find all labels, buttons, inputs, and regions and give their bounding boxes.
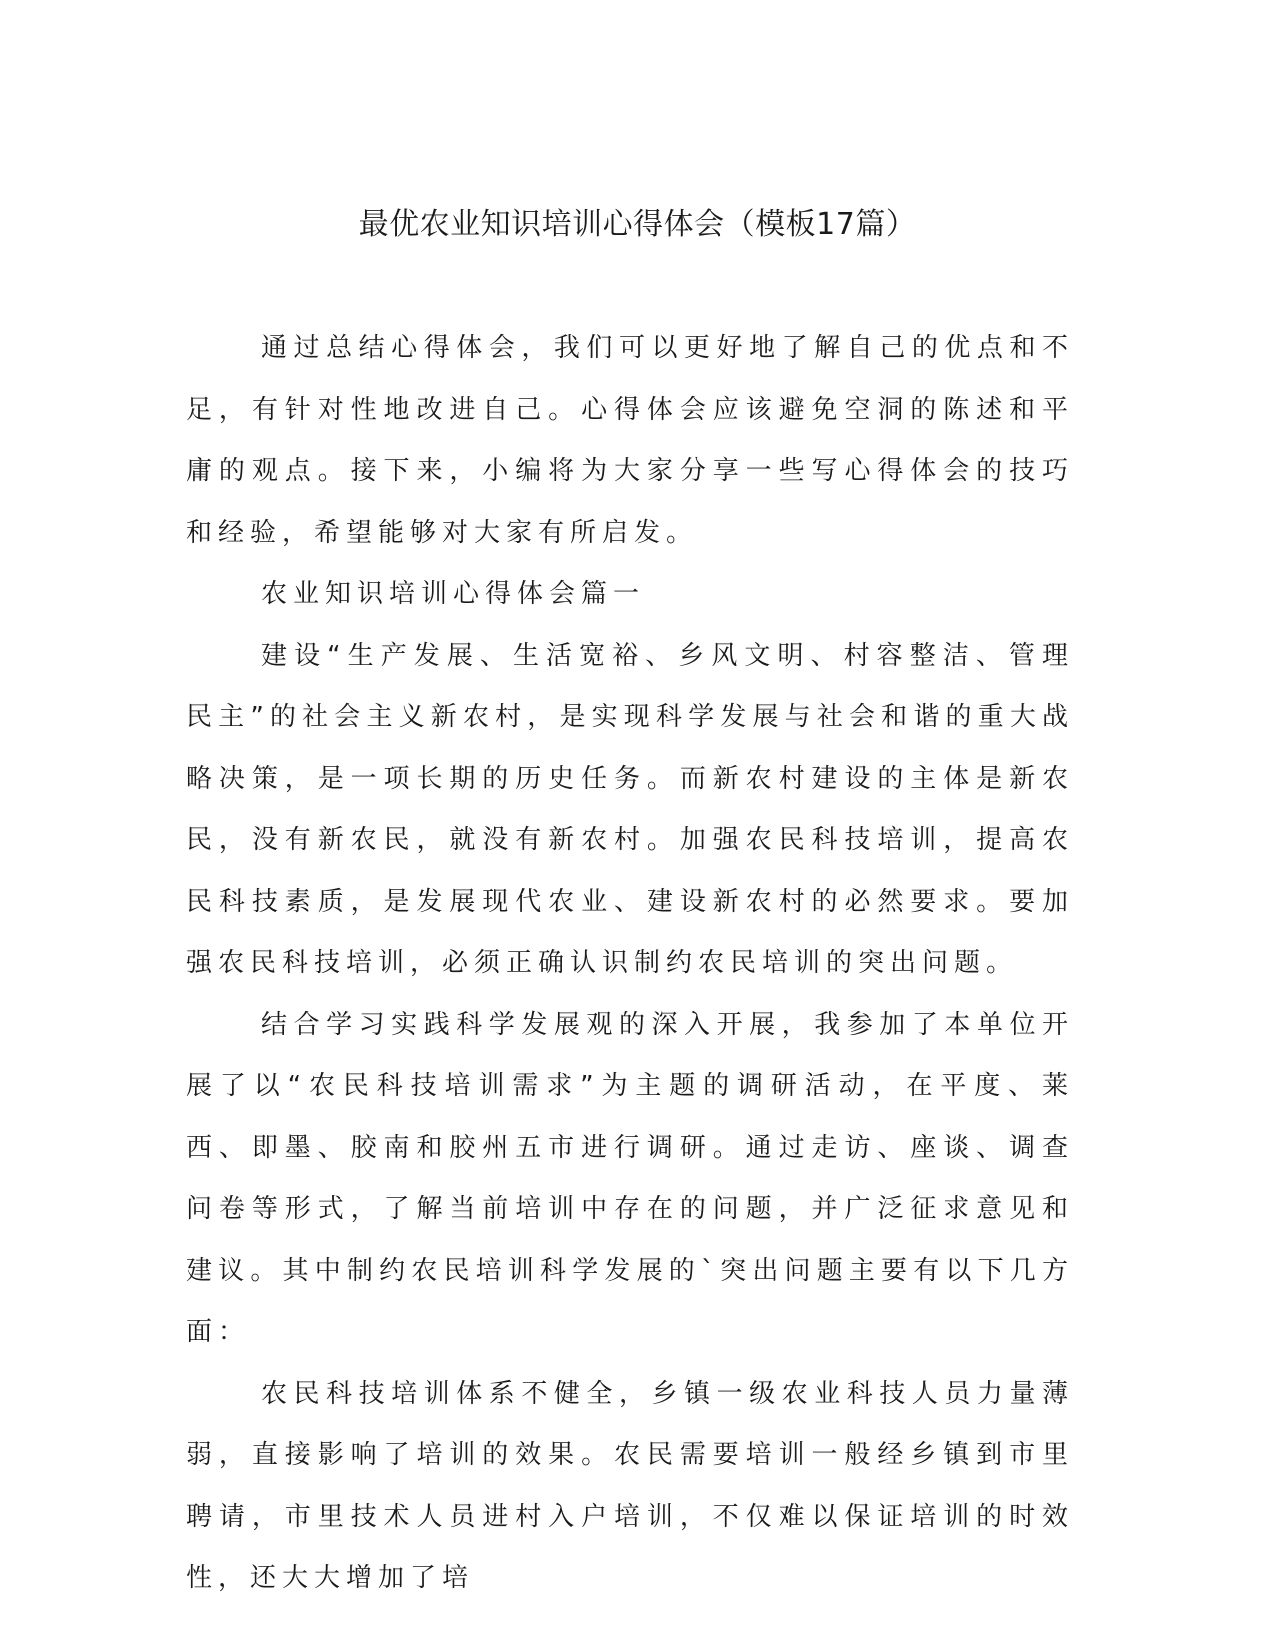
section-heading: 农业知识培训心得体会篇一	[261, 579, 646, 609]
document-title: 最优农业知识培训心得体会（模板17篇）	[358, 207, 917, 242]
intro-paragraph: 通过总结心得体会，我们可以更好地了解自己的优点和不足，有针对性地改进自己。心得体会应该避免空洞的陈述和平庸的观点。接下来，小编将为大家分享一些写心得体会的技巧和经验，希望能够对大家有所启发。	[186, 333, 1074, 548]
body-paragraph: 结合学习实践科学发展观的深入开展，我参加了本单位开展了以“农民科技培训需求”为主题的调研活动，在平度、莱西、即墨、胶南和胶州五市进行调研。通过走访、座谈、调查问卷等形式，了解当前培训中存在的问题，并广泛征求意见和建议。其中制约农民培训科学发展的`突出问题主要有以下几方面：	[186, 1009, 1074, 1347]
body-paragraph: 建设“生产发展、生活宽裕、乡风文明、村容整洁、管理民主”的社会主义新农村，是实现科学发展与社会和谐的重大战略决策，是一项长期的历史任务。而新农村建设的主体是新农民，没有新农民，就没有新农村。加强农民科技培训，提高农民科技素质，是发展现代农业、建设新农村的必然要求。要加强农民科技培训，必须正确认识制约农民培训的突出问题。	[186, 640, 1074, 978]
body-paragraph: 农民科技培训体系不健全，乡镇一级农业科技人员力量薄弱，直接影响了培训的效果。农民需要培训一般经乡镇到市里聘请，市里技术人员进村入户培训，不仅难以保证培训的时效性，还大大增加了培	[186, 1378, 1074, 1593]
document-body	[186, 318, 1074, 1610]
